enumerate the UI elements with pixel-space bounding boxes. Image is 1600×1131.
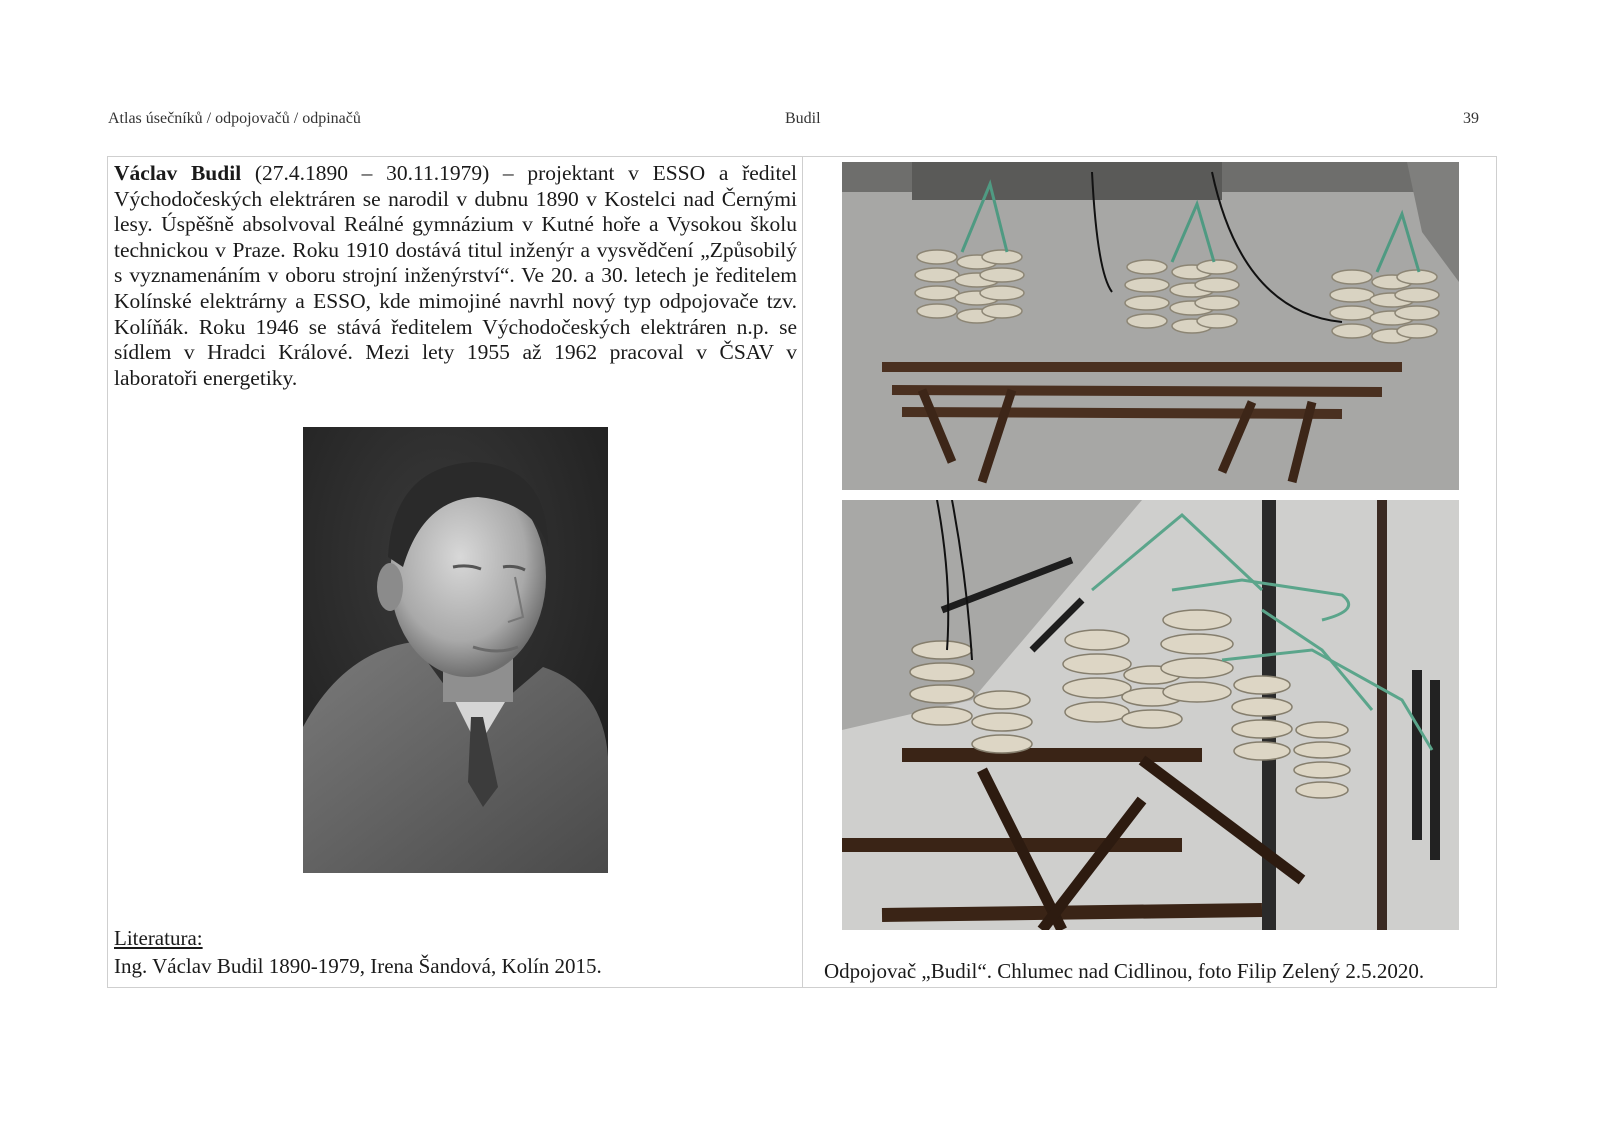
- running-header-title: Atlas úsečníků / odpojovačů / odpinačů: [108, 110, 361, 127]
- literature-reference: Ing. Václav Budil 1890-1979, Irena Šandová, Kolín 2015.: [114, 954, 602, 978]
- person-name: Václav Budil: [114, 161, 242, 185]
- biography-paragraph: [114, 161, 797, 391]
- page-number: 39: [1463, 110, 1479, 127]
- literature-heading: Literatura:: [114, 926, 203, 950]
- column-divider: [802, 156, 803, 988]
- portrait-photo: [303, 427, 608, 873]
- photo-caption: Odpojovač „Budil“. Chlumec nad Cidlinou, foto Filip Zelený 2.5.2020.: [824, 959, 1425, 983]
- biography-text: (27.4.1890 – 30.11.1979) – projektant v ESSO a ředitel Východočeských elektráren se narodil v dubnu 1890 v Kostelci nad Černými lesy. Úspěšně absolvoval Reálné gymnázium v Kutné hoře a Vysokou školu technickou v Praze. Roku 1910 dostává titul inženýr a vysvědčení „Způsobilý s vyznamenáním v oboru strojní inženýrství“. Ve 20. a 30. letech je ředitelem Kolínské elektrárny a ESSO, kde mimojiné navrhl nový typ odpojovače tzv. Kolíňák. Roku 1946 se stává ředitelem Východočeských elektráren n.p. se sídlem v Hradci Králové. Mezi lety 1955 až 1962 pracoval v ČSAV v laboratoři energetiky.: [114, 161, 797, 390]
- disconnector-photo-top: [842, 162, 1459, 490]
- running-header-chapter: Budil: [785, 110, 821, 127]
- disconnector-photo-bottom: [842, 500, 1459, 930]
